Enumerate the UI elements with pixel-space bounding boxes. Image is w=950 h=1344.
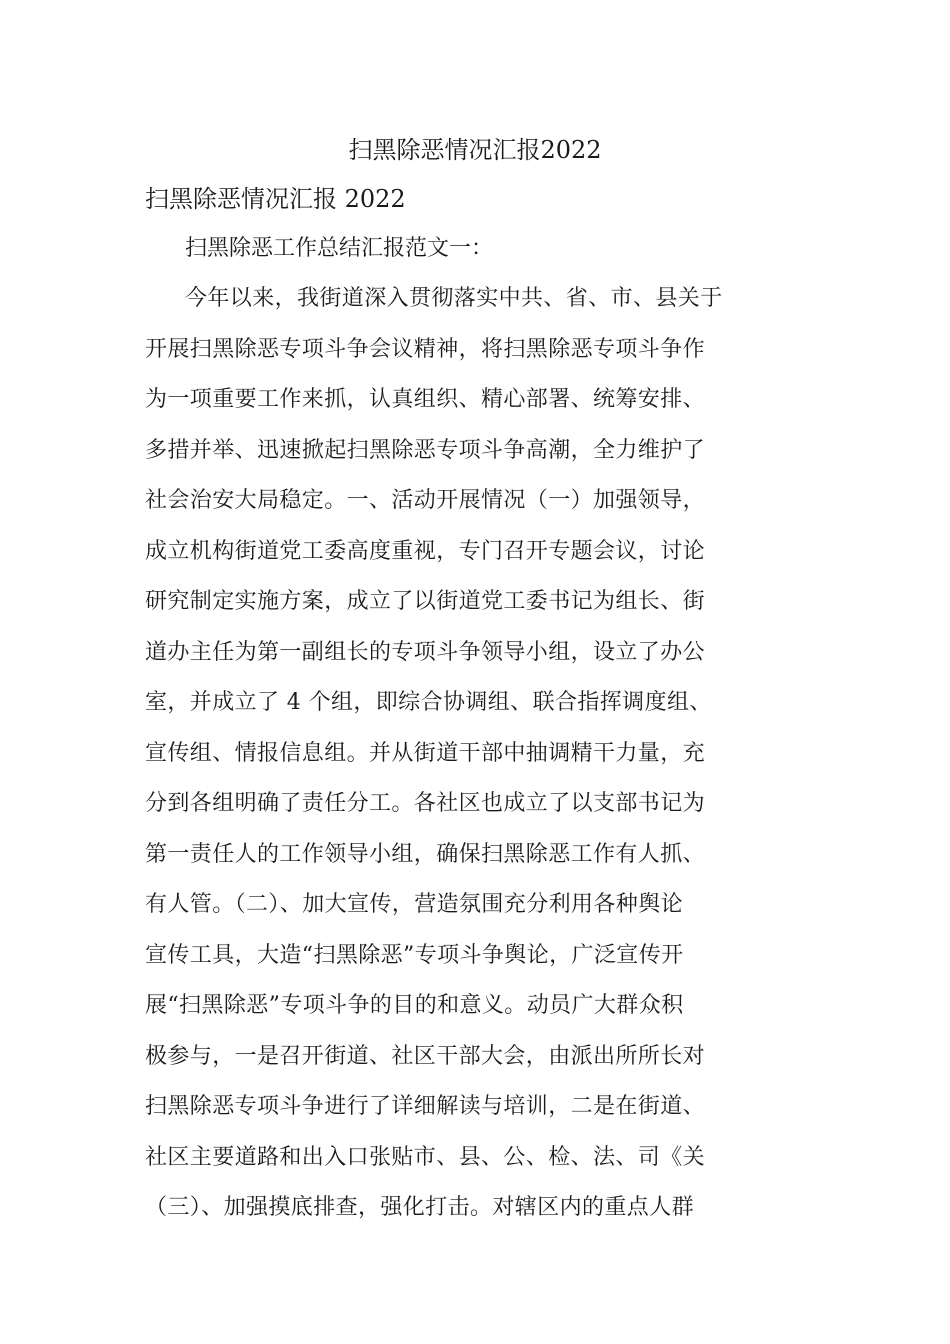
body-line: 社会治安大局稳定。一、活动开展情况（一）加强领导， — [145, 488, 706, 513]
body-line: （三）、加强摸底排查，强化打击。对辖区内的重点人群 — [145, 1195, 695, 1220]
body-line: 扫黑除恶专项斗争进行了详细解读与培训，二是在街道、 — [145, 1094, 706, 1119]
body-line: 开展扫黑除恶专项斗争会议精神，将扫黑除恶专项斗争作 — [145, 336, 706, 362]
body-line: 室，并成立了 4 个组，即综合协调组、联合指挥调度组、 — [145, 690, 712, 715]
document-subtitle: 扫黑除恶情况汇报 2022 — [145, 185, 406, 213]
body-line: 道办主任为第一副组长的专项斗争领导小组，设立了办公 — [145, 639, 706, 665]
body-line: 今年以来，我街道深入贯彻落实中共、省、市、县关于 — [185, 286, 723, 311]
body-line: 宣传组、情报信息组。并从街道干部中抽调精干力量，充 — [145, 740, 706, 766]
body-line: 第一责任人的工作领导小组，确保扫黑除恶工作有人抓、 — [145, 841, 706, 867]
intro-heading: 扫黑除恶工作总结汇报范文一： — [185, 236, 494, 261]
body-line: 成立机构街道党工委高度重视，专门召开专题会议，讨论 — [145, 538, 706, 564]
body-line: 宣传工具，大造“扫黑除恶”专项斗争舆论，广泛宣传开 — [145, 942, 684, 968]
body-line: 多措并举、迅速掀起扫黑除恶专项斗争高潮，全力维护了 — [145, 437, 706, 463]
body-line: 研究制定实施方案，成立了以街道党工委书记为组长、街 — [145, 589, 706, 614]
body-line: 极参与，一是召开街道、社区干部大会，由派出所所长对 — [145, 1043, 706, 1069]
document-title: 扫黑除恶情况汇报2022 — [348, 136, 602, 164]
body-line: 为一项重要工作来抓，认真组织、精心部署、统筹安排、 — [145, 387, 706, 412]
body-line: 展“扫黑除恶”专项斗争的目的和意义。动员广大群众积 — [145, 993, 684, 1018]
body-line: 有人管。（二）、加大宣传，营造氛围充分利用各种舆论 — [145, 892, 684, 917]
body-text — [145, 280, 815, 1240]
body-line: 分到各组明确了责任分工。各社区也成立了以支部书记为 — [145, 791, 706, 816]
body-line: 社区主要道路和出入口张贴市、县、公、检、法、司《关 — [145, 1144, 706, 1170]
